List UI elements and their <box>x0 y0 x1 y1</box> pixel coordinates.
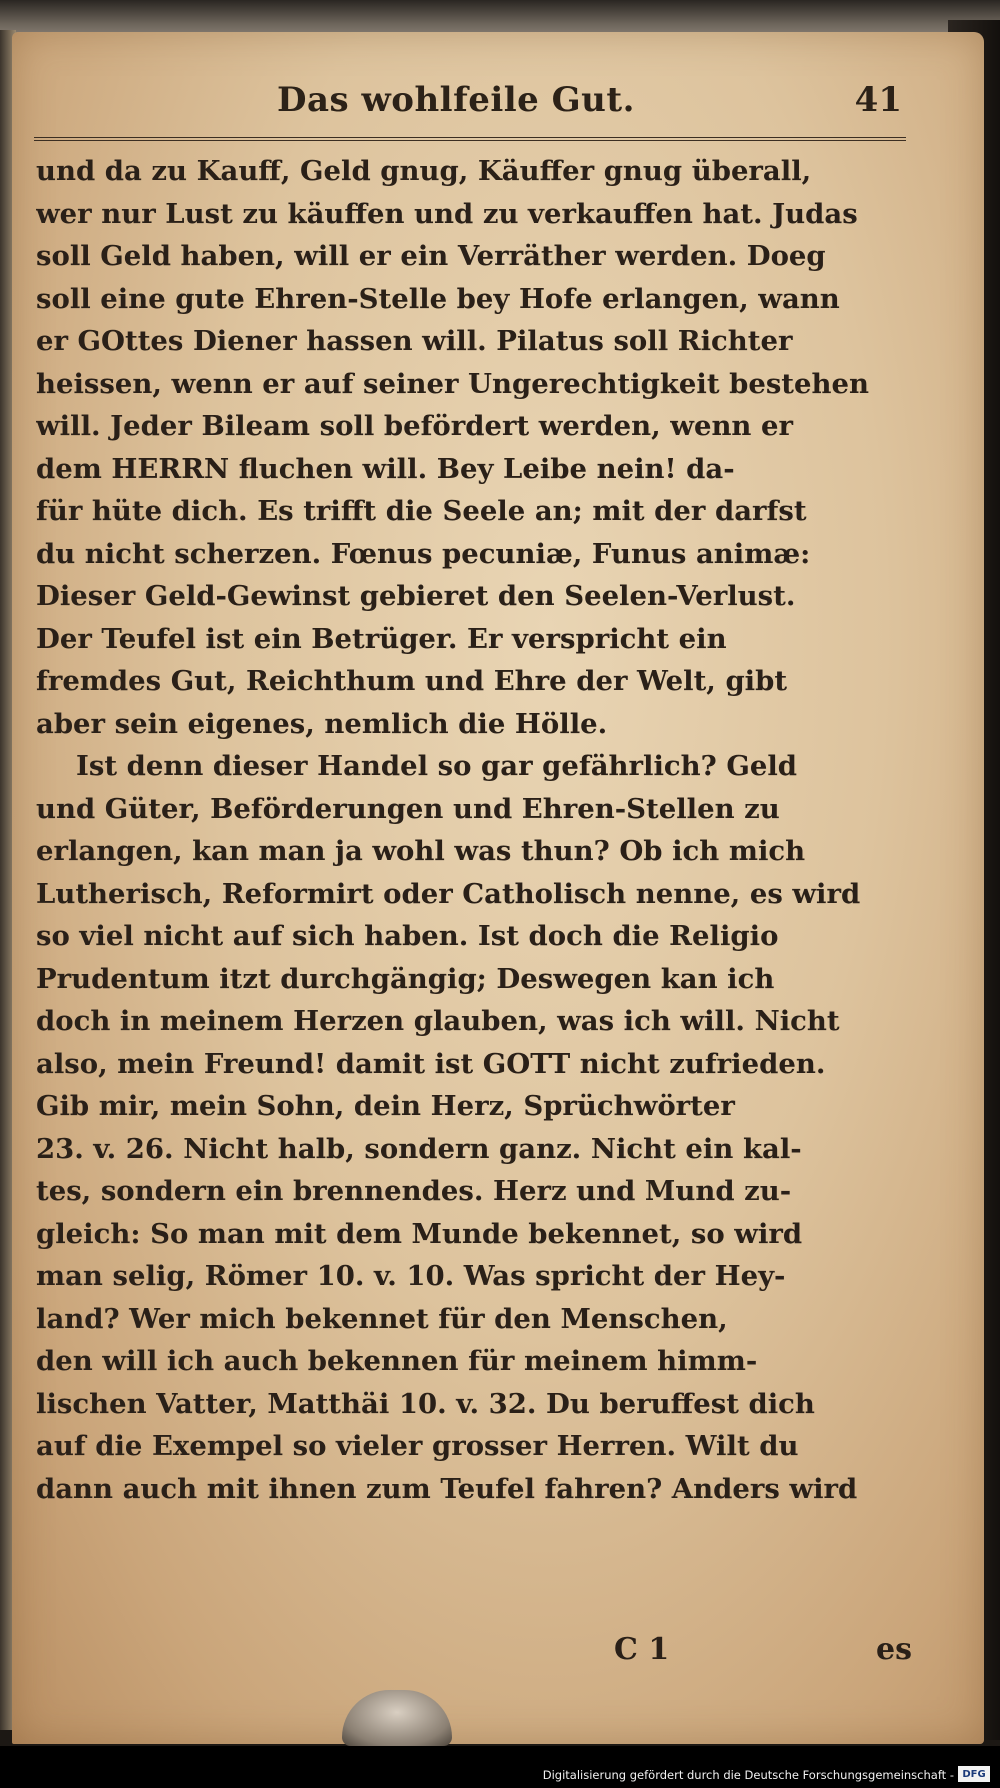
text-line: wer nur Lust zu käuffen und zu verkauffen hat. Judas <box>36 197 858 230</box>
page-header <box>22 60 902 120</box>
text-line: land? Wer mich bekennet für den Menschen, <box>36 1302 728 1335</box>
text-line: den will ich auch bekennen für meinem himm- <box>36 1345 758 1377</box>
text-line: lischen Vatter, Matthäi 10. v. 32. Du beruffest dich <box>36 1387 815 1420</box>
text-line: fremdes Gut, Reichthum und Ehre der Welt, gibt <box>36 665 788 697</box>
catch-line <box>36 1632 912 1676</box>
page-number: 41 <box>854 80 902 120</box>
text-line: Lutherisch, Reformirt oder Catholisch nenne, es wird <box>36 877 861 910</box>
text-line: man selig, Römer 10. v. 10. Was spricht der Hey- <box>36 1260 786 1292</box>
text-line: Dieser Geld-Gewinst gebieret den Seelen-Verlust. <box>36 580 796 612</box>
text-line: so viel nicht auf sich haben. Ist doch die Religio <box>36 920 779 952</box>
text-line: Der Teufel ist ein Betrüger. Er verspricht ein <box>36 622 727 655</box>
text-line: und da zu Kauff, Geld gnug, Käuffer gnug überall, <box>36 155 812 187</box>
text-line: und Güter, Beförderungen und Ehren-Stellen zu <box>36 792 780 825</box>
text-line: erlangen, kan man ja wohl was thun? Ob ich mich <box>36 835 806 867</box>
signature-mark: C 1 <box>614 1632 670 1667</box>
text-line: für hüte dich. Es trifft die Seele an; mit der darfst <box>36 495 807 527</box>
text-line: gleich: So man mit dem Munde bekennet, so wird <box>36 1217 803 1250</box>
text-line: Gib mir, mein Sohn, dein Herz, Sprüchwörter <box>36 1090 735 1122</box>
text-line: also, mein Freund! damit ist GOTT nicht zufrieden. <box>36 1047 826 1080</box>
text-line: soll Geld haben, will er ein Verräther werden. Doeg <box>36 240 826 272</box>
funding-credit: Digitalisierung gefördert durch die Deutsche Forschungsgemeinschaft - <box>542 1768 954 1782</box>
text-line: doch in meinem Herzen glauben, was ich will. Nicht <box>36 1005 840 1037</box>
text-line: auf die Exempel so vieler grosser Herren. Wilt du <box>36 1430 799 1462</box>
text-line: du nicht scherzen. Fœnus pecuniæ, Funus animæ: <box>36 537 811 570</box>
text-line: 23. v. 26. Nicht halb, sondern ganz. Nicht ein kal- <box>36 1132 802 1165</box>
text-line: dann auch mit ihnen zum Teufel fahren? Anders wird <box>36 1472 858 1505</box>
text-line: Prudentum itzt durchgängig; Deswegen kan ich <box>36 962 775 995</box>
catchword: es <box>876 1632 912 1667</box>
body-text <box>36 150 912 1510</box>
text-line: aber sein eigenes, nemlich die Hölle. <box>36 707 608 740</box>
text-line: tes, sondern ein brennendes. Herz und Mund zu- <box>36 1175 792 1207</box>
text-line: soll eine gute Ehren-Stelle bey Hofe erlangen, wann <box>36 282 840 315</box>
text-line: dem HERRN fluchen will. Bey Leibe nein! da- <box>36 452 735 485</box>
text-line: er GOttes Diener hassen will. Pilatus soll Richter <box>36 325 793 357</box>
dfg-logo: DFG <box>958 1766 990 1782</box>
text-line: heissen, wenn er auf seiner Ungerechtigkeit bestehen <box>36 367 869 400</box>
text-line: will. Jeder Bileam soll befördert werden, wenn er <box>36 410 793 442</box>
running-title: Das wohlfeile Gut. <box>277 80 635 120</box>
header-rule <box>34 137 906 141</box>
text-line: Ist denn dieser Handel so gar gefährlich? Geld <box>76 750 798 782</box>
